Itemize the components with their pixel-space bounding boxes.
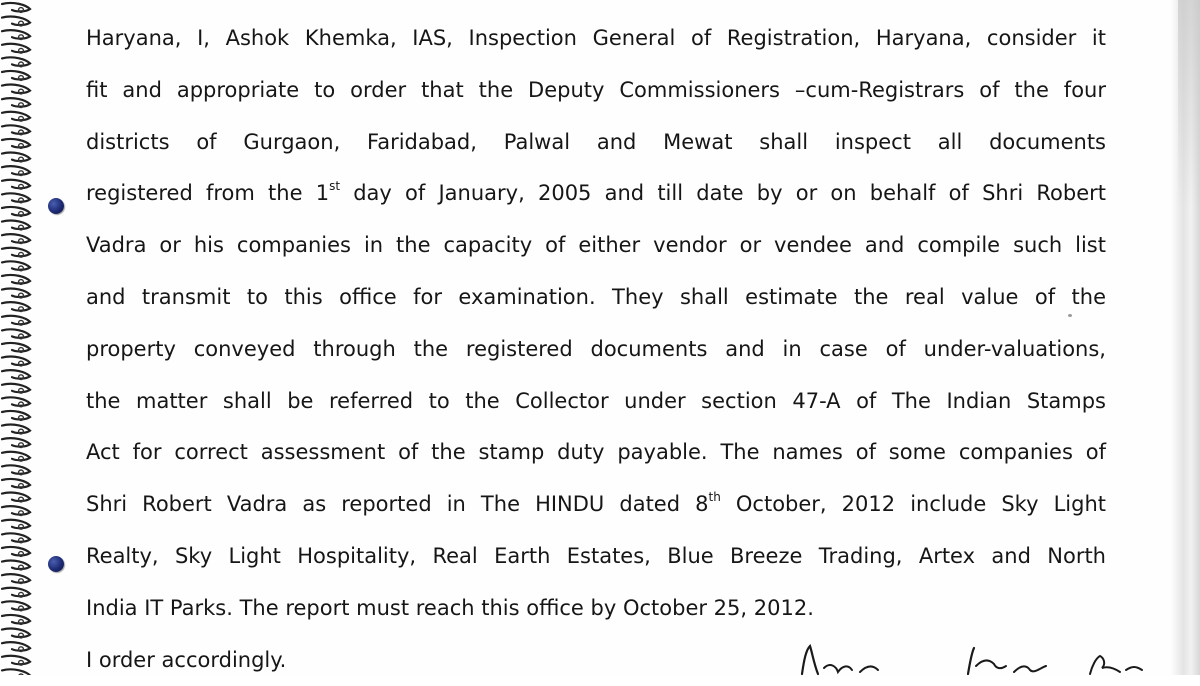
binding-coil <box>2 465 30 473</box>
binding-coil <box>2 329 30 337</box>
binding-coil <box>2 642 30 650</box>
binding-coil <box>2 98 30 106</box>
binding-coil <box>2 30 30 38</box>
binding-coil <box>2 384 30 392</box>
binding-coil <box>2 193 30 201</box>
text-line: India IT Parks. The report must reach this office by October 25, 2012. <box>86 595 814 620</box>
spiral-binding <box>0 0 40 675</box>
text-line: Haryana, I, Ashok Khemka, IAS, Inspection General of Registration, Haryana, consider it <box>86 26 1106 50</box>
binding-coil <box>2 112 30 120</box>
ordinal-suffix: st <box>329 179 341 194</box>
text-line: Shri Robert Vadra as reported in The HINDU dated 8th October, 2012 include Sky Light <box>86 490 1106 517</box>
binding-coil <box>2 316 30 324</box>
binding-coil <box>2 669 30 675</box>
binding-coil <box>2 397 30 405</box>
binding-coil <box>2 180 30 188</box>
binding-coil <box>2 343 30 351</box>
binding-coil <box>2 234 30 242</box>
binding-coil <box>2 139 30 147</box>
binding-coil <box>2 438 30 446</box>
ordinal-suffix: th <box>708 490 721 505</box>
binding-coil <box>2 588 30 596</box>
binding-coil <box>2 248 30 256</box>
binding-coil <box>2 561 30 569</box>
binding-coil <box>2 574 30 582</box>
binding-coil <box>2 221 30 229</box>
binding-coil <box>2 656 30 664</box>
binding-coil <box>2 153 30 161</box>
binding-coil <box>2 261 30 269</box>
binding-coil <box>2 452 30 460</box>
binding-coil <box>2 166 30 174</box>
handwritten-signature <box>790 636 1150 676</box>
binding-coil <box>2 71 30 79</box>
binding-coil <box>2 615 30 623</box>
binding-coil <box>2 289 30 297</box>
binding-coil <box>2 17 30 25</box>
binding-coil <box>2 547 30 555</box>
text-line: registered from the 1st day of January, 2005 and till date by or on behalf of Shri Robert <box>86 179 1106 206</box>
text-line: I order accordingly. <box>86 647 287 672</box>
text-line: the matter shall be referred to the Collector under section 47-A of The Indian Stamps <box>86 388 1106 413</box>
binding-coil <box>2 493 30 501</box>
binding-coil <box>2 520 30 528</box>
binding-coil <box>2 207 30 215</box>
text-line: and transmit to this office for examination. They shall estimate the real value of the <box>86 284 1106 309</box>
binding-coil <box>2 275 30 283</box>
binding-coil <box>2 85 30 93</box>
binding-coil <box>2 302 30 310</box>
binding-coil <box>2 506 30 514</box>
binding-coil <box>2 357 30 365</box>
binding-coil <box>2 370 30 378</box>
binding-coil <box>2 533 30 541</box>
text-line: districts of Gurgaon, Faridabad, Palwal and Mewat shall inspect all documents <box>86 129 1106 154</box>
binding-coil <box>2 629 30 637</box>
binding-coil <box>2 411 30 419</box>
binding-coil <box>2 479 30 487</box>
text-line: Realty, Sky Light Hospitality, Real Earth Estates, Blue Breeze Trading, Artex and North <box>86 543 1106 568</box>
binding-coil <box>2 601 30 609</box>
binding-coil <box>2 125 30 133</box>
binding-coil <box>2 425 30 433</box>
punch-hole <box>48 556 64 572</box>
text-line: Act for correct assessment of the stamp duty payable. The names of some companies of <box>86 440 1106 465</box>
text-line: fit and appropriate to order that the Deputy Commissioners –cum-Registrars of the four <box>86 77 1106 102</box>
order-body-text <box>86 13 1106 686</box>
text-line: Vadra or his companies in the capacity of either vendor or vendee and compile such list <box>86 233 1106 258</box>
binding-coil <box>2 44 30 52</box>
text-line: property conveyed through the registered documents and in case of under-valuations, <box>86 336 1106 361</box>
punch-hole <box>48 198 64 214</box>
binding-coil <box>2 3 30 11</box>
page-edge-shadow <box>1170 0 1200 675</box>
binding-coil <box>2 57 30 65</box>
